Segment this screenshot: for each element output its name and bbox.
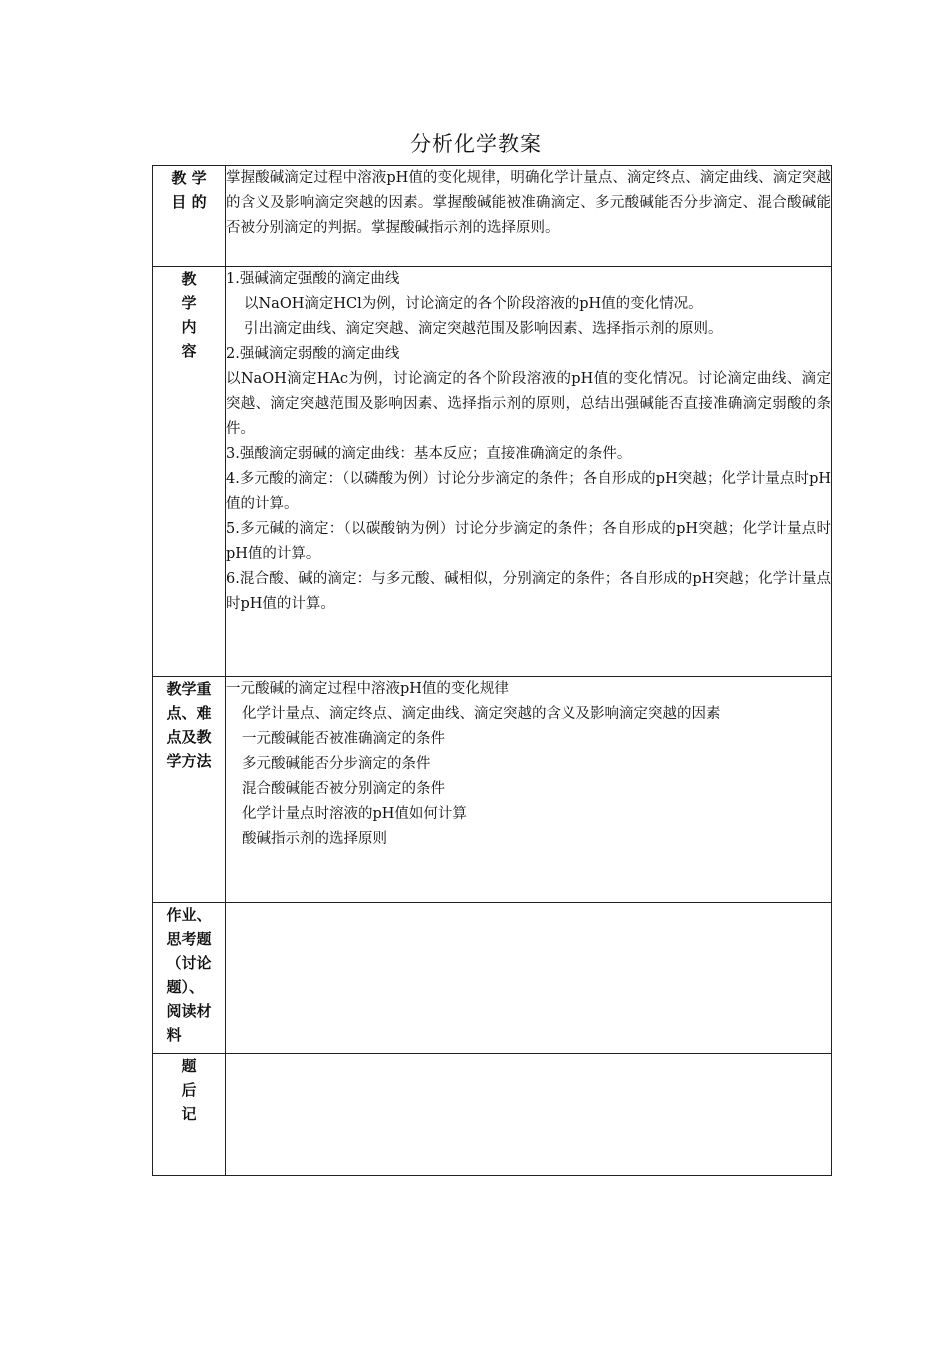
content-line: 4.多元酸的滴定：（以磷酸为例）讨论分步滴定的条件；各自形成的pH突越；化学计量点时pH值的计算。: [226, 471, 831, 512]
key-point-line: 混合酸碱能否被分别滴定的条件: [242, 781, 445, 797]
label-cell: [153, 166, 226, 267]
objectives-text: 掌握酸碱滴定过程中溶液pH值的变化规律，明确化学计量点、滴定终点、滴定曲线、滴定突越的含义及影响滴定突越的因素。掌握酸碱能被准确滴定、多元酸碱能否分步滴定、混合酸碱能否被分别滴定的判据。掌握酸碱指示剂的选择原则。: [226, 170, 831, 236]
row-teaching-content: [153, 267, 832, 677]
key-point-line: 一元酸碱的滴定过程中溶液pH值的变化规律: [226, 681, 509, 697]
content-homework-reading: [226, 903, 832, 1054]
label-teaching-content: 教 学 内 容: [181, 270, 197, 360]
key-point-line: 多元酸碱能否分步滴定的条件: [242, 756, 431, 772]
label-cell: [153, 903, 226, 1054]
key-point-line: 酸碱指示剂的选择原则: [242, 831, 387, 847]
content-line: 6.混合酸、碱的滴定：与多元酸、碱相似，分别滴定的条件；各自形成的pH突越；化学计量点时pH值的计算。: [226, 571, 831, 612]
document-title: 分析化学教案: [410, 132, 542, 156]
content-line: 引出滴定曲线、滴定突越、滴定突越范围及影响因素、选择指示剂的原则。: [244, 321, 723, 337]
key-point-line: 一元酸碱能否被准确滴定的条件: [242, 731, 445, 747]
label-key-points-methods: 教学重 点、难 点及教 学方法: [166, 680, 212, 770]
label-cell: [153, 1054, 226, 1176]
content-key-points-methods: [226, 677, 832, 903]
label-cell: [153, 267, 226, 677]
content-line: 5.多元碱的滴定：（以碳酸钠为例）讨论分步滴定的条件；各自形成的pH突越；化学计量点时pH值的计算。: [226, 521, 831, 562]
content-line: 以NaOH滴定HAc为例，讨论滴定的各个阶段溶液的pH值的变化情况。讨论滴定曲线、滴定突越、滴定突越范围及影响因素、选择指示剂的原则，总结出强碱能否直接准确滴定弱酸的条件。: [226, 371, 831, 437]
content-teaching-content: [226, 267, 832, 677]
row-postscript: [153, 1054, 832, 1176]
row-teaching-objectives: [153, 166, 832, 267]
label-cell: [153, 677, 226, 903]
key-point-line: 化学计量点时溶液的pH值如何计算: [242, 806, 467, 822]
label-teaching-objectives: 教 学 目 的: [171, 169, 207, 211]
content-teaching-objectives: [226, 166, 832, 267]
content-line: 1.强碱滴定强酸的滴定曲线: [226, 271, 400, 287]
label-homework-reading: 作业、 思考题 （讨论 题）、 阅读材 料: [166, 906, 212, 1044]
content-line: 2.强碱滴定弱酸的滴定曲线: [226, 346, 400, 362]
lesson-plan-table: [152, 165, 832, 1176]
content-line: 3.强酸滴定弱碱的滴定曲线：基本反应；直接准确滴定的条件。: [226, 446, 632, 462]
key-point-line: 化学计量点、滴定终点、滴定曲线、滴定突越的含义及影响滴定突越的因素: [242, 706, 721, 722]
content-postscript: [226, 1054, 832, 1176]
label-postscript: 题 后 记: [181, 1057, 197, 1123]
content-line: 以NaOH滴定HCl为例，讨论滴定的各个阶段溶液的pH值的变化情况。: [244, 296, 703, 312]
row-homework-reading: [153, 903, 832, 1054]
row-key-points-methods: [153, 677, 832, 903]
